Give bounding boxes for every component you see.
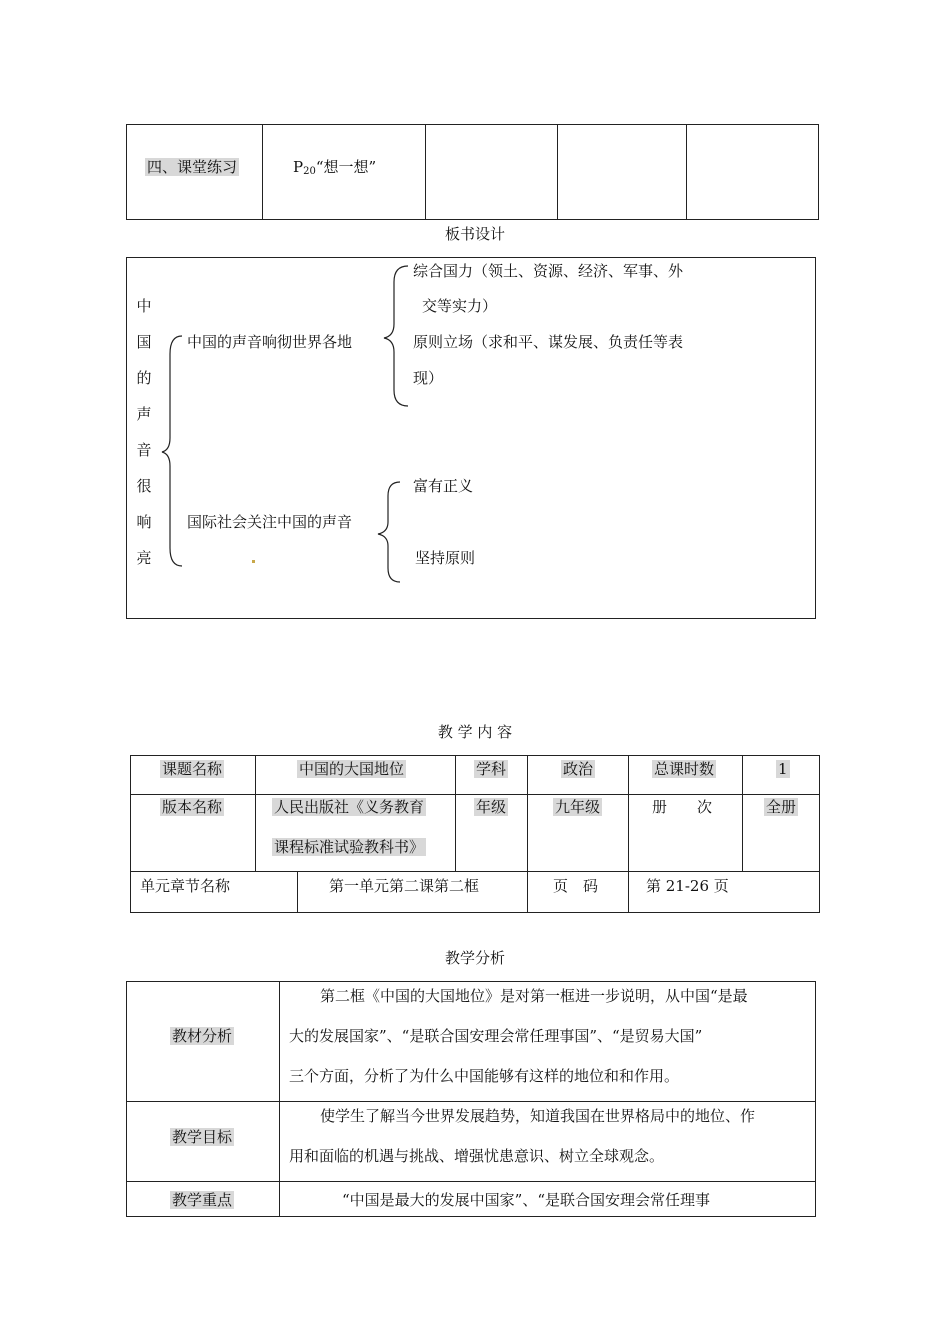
volume-value: 全册 xyxy=(766,798,797,816)
textbook-analysis-label: 教材分析 xyxy=(172,1027,233,1045)
board-branch2-item: 坚持原则 xyxy=(415,549,476,567)
subject-name-value: 中国的大国地位 xyxy=(299,760,405,778)
board-branch2: 国际社会关注中国的声音 xyxy=(187,513,353,531)
total-hours-value: 1 xyxy=(778,760,788,778)
grade-value: 九年级 xyxy=(555,798,601,816)
teaching-focus-text: “中国是最大的发展中国家”、“是联合国安理会常任理事 xyxy=(342,1191,711,1209)
analysis-row-line xyxy=(126,1101,816,1102)
content-col-line xyxy=(628,755,629,871)
grade-label: 年级 xyxy=(476,798,507,816)
board-branch1-item: 原则立场（求和平、谋发展、负责任等表 xyxy=(413,333,684,351)
practice-table-divider xyxy=(425,124,426,220)
practice-table-divider xyxy=(557,124,558,220)
content-row-line xyxy=(130,871,820,872)
teaching-content-heading: 教 学 内 容 xyxy=(437,723,513,741)
edition-label: 版本名称 xyxy=(162,798,223,816)
brace-right-lower-icon xyxy=(372,478,406,586)
analysis-row-line xyxy=(126,1181,816,1182)
board-branch1-item: 交等实力） xyxy=(422,297,498,315)
content-col-line xyxy=(455,755,456,871)
teaching-goal-label: 教学目标 xyxy=(172,1128,233,1146)
analysis-heading: 教学分析 xyxy=(444,949,505,967)
practice-content: P20“想一想” xyxy=(293,158,377,177)
edition-value-line1: 人民出版社《义务教育 xyxy=(274,798,425,816)
content-col-line xyxy=(742,755,743,871)
board-branch1-item: 综合国力（领土、资源、经济、军事、外 xyxy=(413,262,684,280)
content-col-line xyxy=(255,755,256,871)
stray-dot xyxy=(252,560,255,563)
discipline-label: 学科 xyxy=(476,760,507,778)
total-hours-label: 总课时数 xyxy=(654,760,715,778)
discipline-value: 政治 xyxy=(563,760,594,778)
teaching-focus-label: 教学重点 xyxy=(172,1191,233,1209)
content-col-line xyxy=(527,871,528,913)
practice-label: 四、课堂练习 xyxy=(147,158,238,176)
page-label: 页 码 xyxy=(553,877,599,895)
brace-right-upper-icon xyxy=(378,262,412,410)
unit-chapter-label: 单元章节名称 xyxy=(140,877,231,895)
edition-value-line2: 课程标准试验教科书》 xyxy=(274,838,425,856)
content-col-line xyxy=(297,871,298,913)
brace-left-icon xyxy=(156,334,186,570)
subject-name-label: 课题名称 xyxy=(162,760,223,778)
page-value: 第 21-26 页 xyxy=(646,877,729,895)
practice-table-divider xyxy=(262,124,263,220)
content-row-line xyxy=(130,794,820,795)
board-branch1: 中国的声音响彻世界各地 xyxy=(187,333,353,351)
board-heading: 板书设计 xyxy=(444,225,505,243)
volume-label: 册 次 xyxy=(652,798,713,816)
practice-table-divider xyxy=(686,124,687,220)
unit-chapter-value: 第一单元第二课第二框 xyxy=(329,877,480,895)
board-branch1-item: 现） xyxy=(413,369,444,387)
content-col-line xyxy=(527,755,528,871)
content-col-line xyxy=(628,871,629,913)
board-branch2-item: 富有正义 xyxy=(413,477,474,495)
